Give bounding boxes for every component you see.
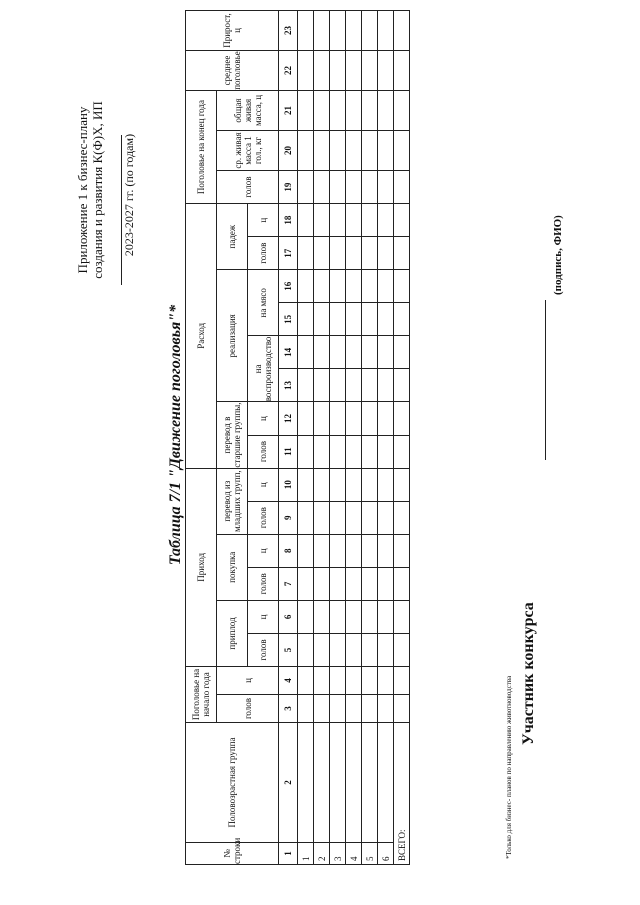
table-cell[interactable] bbox=[330, 666, 346, 694]
table-cell[interactable] bbox=[346, 171, 362, 204]
header-to-old-heads: голов bbox=[248, 435, 279, 468]
table-cell[interactable] bbox=[378, 567, 394, 600]
table-cell[interactable] bbox=[346, 369, 362, 402]
total-cell[interactable] bbox=[394, 303, 410, 336]
signature-caption: (подпись, ФИО) bbox=[552, 215, 564, 295]
table-cell[interactable] bbox=[298, 369, 314, 402]
header-repro: на воспроизводство bbox=[248, 336, 279, 402]
table-cell[interactable] bbox=[378, 51, 394, 91]
column-number: 1 bbox=[279, 843, 298, 865]
table-cell[interactable] bbox=[298, 666, 314, 694]
table-cell[interactable] bbox=[378, 91, 394, 131]
table-cell[interactable] bbox=[346, 600, 362, 633]
table-cell[interactable] bbox=[362, 11, 378, 51]
table-cell[interactable] bbox=[298, 600, 314, 633]
table-cell[interactable] bbox=[330, 51, 346, 91]
total-cell[interactable] bbox=[394, 633, 410, 666]
total-cell[interactable] bbox=[394, 435, 410, 468]
table-cell[interactable] bbox=[378, 402, 394, 435]
table-cell[interactable] bbox=[298, 204, 314, 237]
table-cell[interactable] bbox=[346, 567, 362, 600]
header-income: Приход bbox=[186, 468, 217, 666]
table-cell[interactable] bbox=[330, 91, 346, 131]
table-cell[interactable] bbox=[330, 270, 346, 303]
row-number: 4 bbox=[346, 843, 362, 865]
table-cell[interactable] bbox=[378, 11, 394, 51]
header-start: Поголовье на начало года bbox=[186, 666, 217, 722]
total-cell[interactable] bbox=[394, 468, 410, 501]
table-cell[interactable] bbox=[314, 171, 330, 204]
table-cell[interactable] bbox=[298, 534, 314, 567]
table-row bbox=[314, 11, 330, 865]
table-cell[interactable] bbox=[362, 131, 378, 171]
footnote: *Только для бизнес- планов по направлению животноводства bbox=[505, 675, 513, 859]
header-group: Половозрастная группа bbox=[186, 723, 279, 843]
appendix-header bbox=[75, 40, 105, 340]
table-row bbox=[330, 11, 346, 865]
table-cell[interactable] bbox=[330, 303, 346, 336]
table-cell[interactable] bbox=[346, 435, 362, 468]
table-cell[interactable] bbox=[362, 633, 378, 666]
table-cell[interactable] bbox=[298, 633, 314, 666]
column-number: 13 bbox=[279, 369, 298, 402]
header-death-c: ц bbox=[248, 204, 279, 237]
header-birth: приплод bbox=[217, 600, 248, 666]
table-cell[interactable] bbox=[314, 51, 330, 91]
header-gain: Прирост, ц bbox=[186, 11, 279, 51]
header-birth-heads: голов bbox=[248, 633, 279, 666]
table-cell[interactable] bbox=[346, 91, 362, 131]
total-cell[interactable] bbox=[394, 171, 410, 204]
table-row bbox=[378, 11, 394, 865]
table-cell[interactable] bbox=[378, 336, 394, 369]
table-cell[interactable] bbox=[314, 468, 330, 501]
table-cell[interactable] bbox=[298, 11, 314, 51]
column-number: 20 bbox=[279, 131, 298, 171]
row-number: 6 bbox=[378, 843, 394, 865]
column-number: 6 bbox=[279, 600, 298, 633]
row-number: 2 bbox=[314, 843, 330, 865]
table-cell[interactable] bbox=[314, 695, 330, 723]
table-cell[interactable] bbox=[298, 237, 314, 270]
header-total-weight: общая живая масса, ц bbox=[217, 91, 279, 131]
table-cell[interactable] bbox=[314, 270, 330, 303]
table-cell[interactable] bbox=[346, 501, 362, 534]
total-cell[interactable] bbox=[394, 402, 410, 435]
appendix-line-2: создания и развития К(Ф)Х, ИП bbox=[90, 101, 105, 279]
table-cell[interactable] bbox=[314, 402, 330, 435]
header-buy-heads: голов bbox=[248, 567, 279, 600]
header-birth-c: ц bbox=[248, 600, 279, 633]
table-cell[interactable] bbox=[298, 567, 314, 600]
table-cell[interactable] bbox=[314, 204, 330, 237]
column-number: 3 bbox=[279, 695, 298, 723]
table-cell[interactable] bbox=[378, 369, 394, 402]
column-number: 10 bbox=[279, 468, 298, 501]
header-to-old-c: ц bbox=[248, 402, 279, 435]
signature-line bbox=[545, 300, 546, 460]
table-cell[interactable] bbox=[298, 270, 314, 303]
total-label: ВСЕГО: bbox=[394, 723, 410, 865]
table-cell[interactable] bbox=[362, 402, 378, 435]
total-cell[interactable] bbox=[394, 369, 410, 402]
header-start-c: ц bbox=[217, 666, 279, 694]
table-cell[interactable] bbox=[362, 435, 378, 468]
table-cell[interactable] bbox=[362, 336, 378, 369]
table-cell[interactable] bbox=[378, 633, 394, 666]
table-cell[interactable] bbox=[362, 723, 378, 843]
column-number: 15 bbox=[279, 303, 298, 336]
table-cell[interactable] bbox=[362, 270, 378, 303]
header-death: падеж bbox=[217, 204, 248, 270]
table-cell[interactable] bbox=[346, 534, 362, 567]
table-cell[interactable] bbox=[362, 91, 378, 131]
table-cell[interactable] bbox=[346, 402, 362, 435]
total-cell[interactable] bbox=[394, 534, 410, 567]
table-cell[interactable] bbox=[298, 501, 314, 534]
total-cell[interactable] bbox=[394, 11, 410, 51]
table-title: Таблица 7/1 "Движение поголовья"* bbox=[167, 304, 184, 566]
table-cell[interactable] bbox=[330, 369, 346, 402]
table-cell[interactable] bbox=[346, 237, 362, 270]
table-cell[interactable] bbox=[330, 534, 346, 567]
table-cell[interactable] bbox=[346, 666, 362, 694]
table-cell[interactable] bbox=[378, 723, 394, 843]
table-cell[interactable] bbox=[330, 723, 346, 843]
table-cell[interactable] bbox=[362, 51, 378, 91]
table-cell[interactable] bbox=[346, 270, 362, 303]
total-row bbox=[394, 11, 410, 865]
table-cell[interactable] bbox=[330, 600, 346, 633]
table-cell[interactable] bbox=[346, 11, 362, 51]
table-cell[interactable] bbox=[378, 600, 394, 633]
header-row-no: № строки bbox=[186, 843, 279, 865]
table-cell[interactable] bbox=[330, 402, 346, 435]
table-cell[interactable] bbox=[378, 666, 394, 694]
column-number: 17 bbox=[279, 237, 298, 270]
header-from-young-c: ц bbox=[248, 468, 279, 501]
table-cell[interactable] bbox=[362, 303, 378, 336]
table-cell[interactable] bbox=[314, 633, 330, 666]
table-cell[interactable] bbox=[330, 468, 346, 501]
table-cell[interactable] bbox=[330, 633, 346, 666]
total-cell[interactable] bbox=[394, 204, 410, 237]
table-cell[interactable] bbox=[298, 336, 314, 369]
table-cell[interactable] bbox=[346, 633, 362, 666]
column-number: 23 bbox=[279, 11, 298, 51]
header-avg-weight: ср. живая масса 1 гол., кг bbox=[217, 131, 279, 171]
table-cell[interactable] bbox=[314, 567, 330, 600]
header-start-heads: голов bbox=[217, 695, 279, 723]
column-number: 4 bbox=[279, 666, 298, 694]
header-expense: Расход bbox=[186, 204, 217, 469]
table-cell[interactable] bbox=[314, 237, 330, 270]
table-cell[interactable] bbox=[362, 501, 378, 534]
column-number: 19 bbox=[279, 171, 298, 204]
appendix-line-1: Приложение 1 к бизнес-плану bbox=[75, 106, 90, 274]
table-cell[interactable] bbox=[362, 204, 378, 237]
table-cell[interactable] bbox=[346, 723, 362, 843]
table-cell[interactable] bbox=[378, 270, 394, 303]
header-to-old: перевод в старшие группы, bbox=[217, 402, 248, 468]
total-cell[interactable] bbox=[394, 501, 410, 534]
table-cell[interactable] bbox=[346, 468, 362, 501]
table-cell[interactable] bbox=[330, 11, 346, 51]
column-number: 22 bbox=[279, 51, 298, 91]
table-cell[interactable] bbox=[362, 171, 378, 204]
total-cell[interactable] bbox=[394, 51, 410, 91]
table-cell[interactable] bbox=[362, 666, 378, 694]
header-avg: среднее поголовье bbox=[186, 51, 279, 91]
column-number: 7 bbox=[279, 567, 298, 600]
table-cell[interactable] bbox=[314, 666, 330, 694]
table-cell[interactable] bbox=[346, 303, 362, 336]
column-number: 9 bbox=[279, 501, 298, 534]
table-cell[interactable] bbox=[298, 695, 314, 723]
table-cell[interactable] bbox=[378, 131, 394, 171]
total-cell[interactable] bbox=[394, 270, 410, 303]
column-number: 21 bbox=[279, 91, 298, 131]
table-cell[interactable] bbox=[298, 171, 314, 204]
table-cell[interactable] bbox=[314, 501, 330, 534]
table-cell[interactable] bbox=[330, 171, 346, 204]
column-number: 2 bbox=[279, 723, 298, 843]
table-cell[interactable] bbox=[362, 600, 378, 633]
table-body bbox=[279, 11, 410, 865]
table-cell[interactable] bbox=[330, 204, 346, 237]
table-cell[interactable] bbox=[378, 534, 394, 567]
table-cell[interactable] bbox=[314, 369, 330, 402]
table-cell[interactable] bbox=[346, 336, 362, 369]
total-cell[interactable] bbox=[394, 666, 410, 694]
header-buy-c: ц bbox=[248, 534, 279, 567]
column-number: 18 bbox=[279, 204, 298, 237]
table-cell[interactable] bbox=[314, 131, 330, 171]
header-from-young-heads: голов bbox=[248, 501, 279, 534]
table-cell[interactable] bbox=[330, 501, 346, 534]
table-cell[interactable] bbox=[378, 695, 394, 723]
table-cell[interactable] bbox=[362, 369, 378, 402]
table-cell[interactable] bbox=[314, 303, 330, 336]
table-cell[interactable] bbox=[314, 600, 330, 633]
total-cell[interactable] bbox=[394, 91, 410, 131]
header-meat: на мясо bbox=[248, 270, 279, 336]
table-cell[interactable] bbox=[298, 51, 314, 91]
table-cell[interactable] bbox=[314, 91, 330, 131]
table-cell[interactable] bbox=[378, 435, 394, 468]
column-number: 5 bbox=[279, 633, 298, 666]
table-cell[interactable] bbox=[346, 204, 362, 237]
table-cell[interactable] bbox=[314, 435, 330, 468]
table-cell[interactable] bbox=[314, 11, 330, 51]
row-number: 3 bbox=[330, 843, 346, 865]
total-cell[interactable] bbox=[394, 695, 410, 723]
table-cell[interactable] bbox=[330, 695, 346, 723]
row-number: 5 bbox=[362, 843, 378, 865]
total-cell[interactable] bbox=[394, 131, 410, 171]
table-cell[interactable] bbox=[362, 695, 378, 723]
table-cell[interactable] bbox=[298, 303, 314, 336]
column-number-row bbox=[279, 11, 298, 865]
table-cell[interactable] bbox=[314, 534, 330, 567]
table-cell[interactable] bbox=[362, 567, 378, 600]
table-cell[interactable] bbox=[378, 468, 394, 501]
table-cell[interactable] bbox=[378, 501, 394, 534]
total-cell[interactable] bbox=[394, 567, 410, 600]
header-from-young: перевод из младших групп, bbox=[217, 468, 248, 534]
table-cell[interactable] bbox=[346, 131, 362, 171]
table-cell[interactable] bbox=[362, 468, 378, 501]
table-cell[interactable] bbox=[314, 336, 330, 369]
table-cell[interactable] bbox=[298, 723, 314, 843]
total-cell[interactable] bbox=[394, 336, 410, 369]
table-cell[interactable] bbox=[330, 336, 346, 369]
table-cell[interactable] bbox=[346, 51, 362, 91]
total-cell[interactable] bbox=[394, 600, 410, 633]
livestock-table bbox=[185, 10, 410, 865]
table-cell[interactable] bbox=[298, 435, 314, 468]
row-number: 1 bbox=[298, 843, 314, 865]
column-number: 11 bbox=[279, 435, 298, 468]
column-number: 16 bbox=[279, 270, 298, 303]
table-cell[interactable] bbox=[298, 91, 314, 131]
years-caption: 2023-2027 гг. (по годам) bbox=[122, 133, 136, 257]
column-number: 12 bbox=[279, 402, 298, 435]
table-cell[interactable] bbox=[330, 131, 346, 171]
table-cell[interactable] bbox=[378, 204, 394, 237]
table-cell[interactable] bbox=[298, 131, 314, 171]
table-cell[interactable] bbox=[362, 237, 378, 270]
participant-label: Участник конкурса bbox=[520, 602, 537, 745]
header-death-heads: голов bbox=[248, 237, 279, 270]
column-number: 8 bbox=[279, 534, 298, 567]
table-cell[interactable] bbox=[378, 237, 394, 270]
table-cell[interactable] bbox=[362, 534, 378, 567]
table-row bbox=[346, 11, 362, 865]
column-number: 14 bbox=[279, 336, 298, 369]
table-cell[interactable] bbox=[378, 171, 394, 204]
header-end: Поголовье на конец года bbox=[186, 91, 217, 204]
header-buy: покупка bbox=[217, 534, 248, 600]
table-cell[interactable] bbox=[330, 435, 346, 468]
table-cell[interactable] bbox=[298, 402, 314, 435]
header-sale: реализация bbox=[217, 270, 248, 402]
table-cell[interactable] bbox=[330, 567, 346, 600]
header-end-heads: голов bbox=[217, 171, 279, 204]
table-row bbox=[362, 11, 378, 865]
total-cell[interactable] bbox=[394, 237, 410, 270]
table-row bbox=[298, 11, 314, 865]
table-cell[interactable] bbox=[314, 723, 330, 843]
table-cell[interactable] bbox=[378, 303, 394, 336]
table-cell[interactable] bbox=[298, 468, 314, 501]
table-cell[interactable] bbox=[330, 237, 346, 270]
table-cell[interactable] bbox=[346, 695, 362, 723]
